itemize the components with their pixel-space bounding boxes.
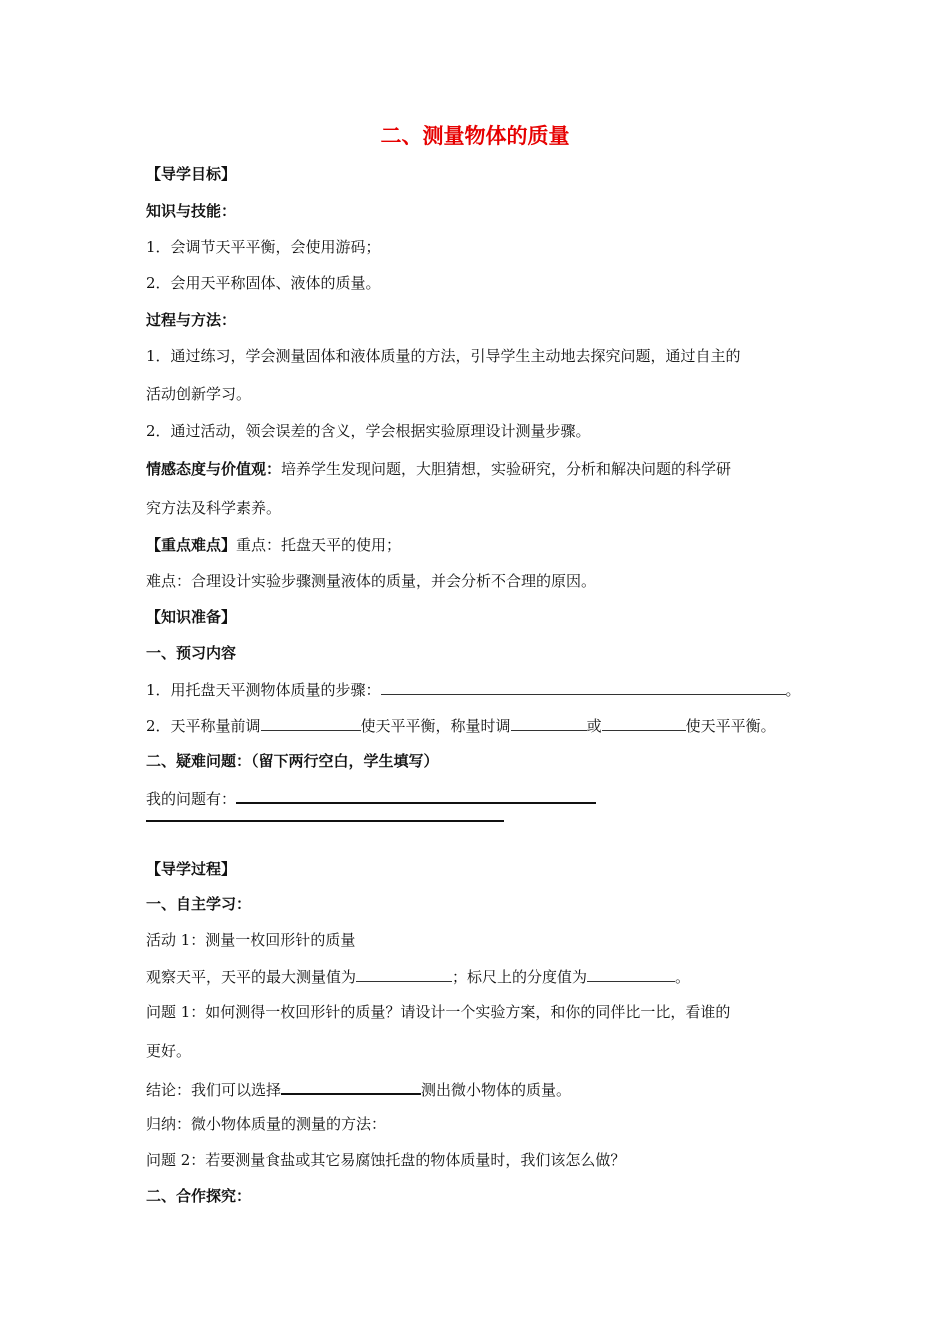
process-item-1-line1: 1．通过练习，学会测量固体和液体质量的方法，引导学生主动地去探究问题，通过自主的	[146, 347, 741, 365]
subheading-difficult-questions: 二、疑难问题：（留下两行空白，学生填写）	[146, 752, 439, 770]
keypoints-line	[146, 534, 401, 555]
answer-blank-max-value[interactable]	[356, 965, 452, 982]
subheading-preview: 一、预习内容	[146, 644, 237, 662]
section-heading-process: 【导学过程】	[146, 860, 237, 878]
my-question-label: 我的问题有：	[146, 790, 237, 808]
observe-part3: 。	[675, 968, 691, 986]
prep-q2-part2: 使天平平衡，称量时调	[360, 717, 511, 735]
prep-q2-part4: 使天平平衡。	[685, 717, 776, 735]
prep-q1-end: 。	[785, 681, 801, 699]
my-question-line	[146, 786, 596, 809]
subheading-self-study: 一、自主学习：	[146, 895, 252, 913]
process-item-1-line2: 活动创新学习。	[146, 385, 252, 403]
answer-blank-steps[interactable]	[381, 678, 786, 695]
observe-part2: ；标尺上的分度值为	[452, 968, 588, 986]
keypoints-label: 【重点难点】	[146, 536, 237, 554]
observe-line	[146, 965, 690, 987]
conclusion-part2: 测出微小物体的质量。	[421, 1081, 572, 1099]
section-heading-goals: 【导学目标】	[146, 165, 237, 183]
prep-question-1	[146, 678, 801, 700]
knowledge-item-2: 2．会用天平称固体、液体的质量。	[146, 274, 381, 292]
observe-part1: 观察天平，天平的最大测量值为	[146, 968, 357, 986]
page-title: 二、测量物体的质量	[380, 124, 570, 148]
keypoints-difficulty: 难点：合理设计实验步骤测量液体的质量，并会分析不合理的原因。	[146, 572, 597, 590]
prep-question-2	[146, 714, 776, 736]
answer-blank-during-1[interactable]	[511, 714, 587, 731]
my-question-blank-2[interactable]	[146, 820, 504, 822]
process-item-2: 2．通过活动，领会误差的含义，学会根据实验原理设计测量步骤。	[146, 422, 591, 440]
emotion-values-line1	[146, 458, 731, 479]
subheading-cooperative: 二、合作探究：	[146, 1187, 252, 1205]
subheading-knowledge-skills: 知识与技能：	[146, 202, 237, 220]
keypoints-key: 重点：托盘天平的使用；	[236, 536, 402, 554]
knowledge-item-1: 1．会调节天平平衡，会使用游码；	[146, 238, 381, 256]
emotion-values-line2: 究方法及科学素养。	[146, 499, 282, 517]
conclusion-line	[146, 1077, 571, 1100]
answer-blank-method[interactable]	[281, 1077, 421, 1095]
question-2: 问题 2：若要测量食盐或其它易腐蚀托盘的物体质量时，我们该怎么做？	[146, 1151, 626, 1169]
answer-blank-during-2[interactable]	[602, 714, 686, 731]
conclusion-part1: 结论：我们可以选择	[146, 1081, 282, 1099]
activity-1: 活动 1：测量一枚回形针的质量	[146, 931, 356, 949]
answer-blank-scale-division[interactable]	[587, 965, 675, 982]
prep-q2-part1: 2．天平称量前调	[146, 717, 261, 735]
emotion-values-label: 情感态度与价值观：	[146, 460, 282, 478]
prep-q1-text: 1．用托盘天平测物体质量的步骤：	[146, 681, 381, 699]
subheading-process-methods: 过程与方法：	[146, 311, 237, 329]
section-heading-prep: 【知识准备】	[146, 608, 237, 626]
emotion-values-text: 培养学生发现问题，大胆猜想，实验研究，分析和解决问题的科学研	[281, 460, 732, 478]
question-1-line1: 问题 1：如何测得一枚回形针的质量？请设计一个实验方案，和你的同伴比一比，看谁的	[146, 1003, 731, 1021]
question-1-line2: 更好。	[146, 1042, 192, 1060]
prep-q2-part3: 或	[586, 717, 602, 735]
summary-line: 归纳：微小物体质量的测量的方法：	[146, 1115, 387, 1133]
my-question-blank-1[interactable]	[236, 786, 596, 804]
answer-blank-before[interactable]	[261, 714, 361, 731]
